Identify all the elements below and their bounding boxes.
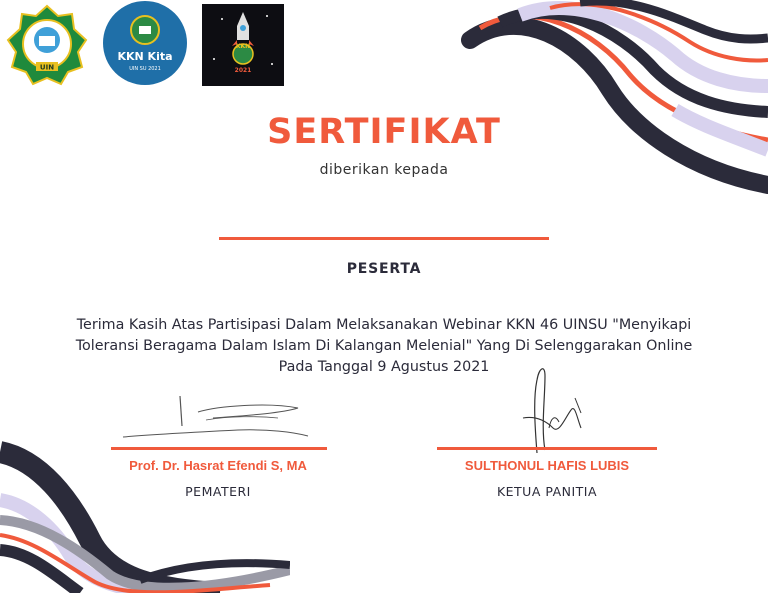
right-signature-image <box>515 358 595 458</box>
right-signer-role: KETUA PANITIA <box>496 484 598 499</box>
right-signature-line <box>437 447 657 450</box>
kkn-kita-subtitle: UIN SU 2021 <box>129 66 161 72</box>
left-signer-name: Prof. Dr. Hasrat Efendi S, MA <box>129 458 307 473</box>
uin-logo-text: UIN <box>39 63 55 72</box>
right-signer-name: SULTHONUL HAFIS LUBIS <box>464 458 630 473</box>
certificate-body <box>0 315 768 378</box>
certificate-title: SERTIFIKAT <box>267 112 501 152</box>
kkn-rocket-logo <box>202 4 284 86</box>
rocket-logo-top-text: KKN <box>235 43 251 50</box>
kkn-kita-logo <box>102 0 188 86</box>
body-line-1: Terima Kasih Atas Partisipasi Dalam Melaksanakan Webinar KKN 46 UINSU "Menyikapi <box>76 317 692 333</box>
participant-label: PESERTA <box>346 261 422 277</box>
recipient-name-line <box>219 237 549 240</box>
kkn-kita-title: KKN Kita <box>117 50 173 63</box>
left-signature-image <box>118 392 318 444</box>
rocket-logo-bottom-text: 2021 <box>234 67 252 74</box>
uin-emblem-logo <box>6 4 88 86</box>
left-signature-line <box>111 447 327 450</box>
top-right-wave-decoration <box>460 0 768 210</box>
body-line-2: Toleransi Beragama Dalam Islam Di Kalangan Melenial" Yang Di Selenggarakan Online <box>75 338 693 354</box>
left-signer-role: PEMATERI <box>185 484 251 499</box>
body-line-3: Pada Tanggal 9 Agustus 2021 <box>278 359 490 375</box>
certificate-subtitle: diberikan kepada <box>319 162 449 178</box>
